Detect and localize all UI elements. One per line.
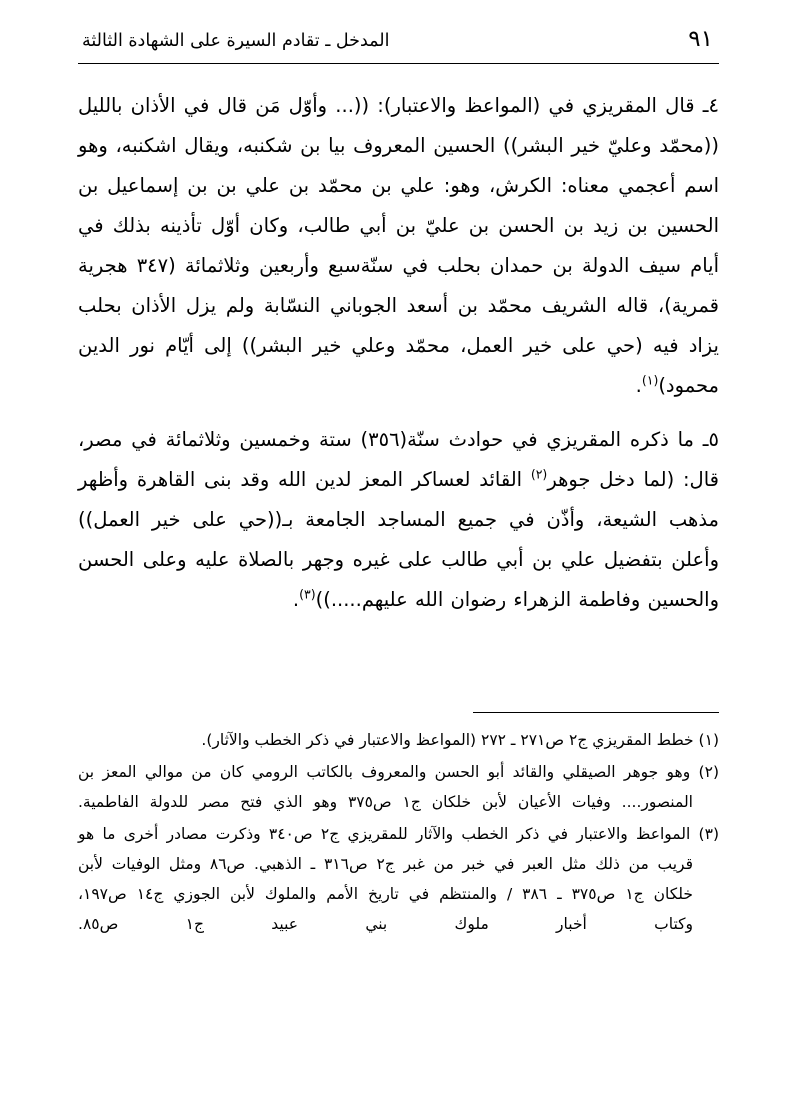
footnote-3-line-4: وكتاب أخبار ملوك بني عبيد ج١ ص٨٥. [78,915,693,933]
page-number: ٩١ [688,26,713,52]
footnote-3-line-3: خلكان ج١ ص٣٧٥ ـ ٣٨٦ / والمنتظم في تاريخ الأمم والملوك لأبن الجوزي ج١٤ ص١٩٧، [78,885,693,903]
footnote-1-line-1: (١) خطط المقريزي ج٢ ص٢٧١ ـ ٢٧٢ (المواعظ والاعتبار في ذكر الخطب والآثار). [201,731,719,749]
footnote-divider [473,712,719,713]
footnotes-section [78,725,719,939]
header-divider [78,63,719,64]
footnote-2-line-2: المنصور.... وفيات الأعيان لأبن خلكان ج١ ص٣٧٥ وهو الذي فتح مصر للدولة الفاطمية. [78,793,693,811]
footnote-2-line-1: (٢) وهو جوهر الصيقلي والقائد أبو الحسن والمعروف بالكاتب الرومي كان من موالي المعز بن [78,763,719,781]
paragraph-4 [78,86,719,406]
footnote-3-line-2: قريب من ذلك مثل العبر في خبر من غبر ج٢ ص٣١٦ ـ الذهبي. ص٨٦ ومثل الوفيات لأبن [78,855,694,873]
paragraph-5-text-part1: ٥ـ ما ذكره المقريزي في حوادث سنّة(٣٥٦) ستة وخمسين وثلاثمائة في مصر، قال: (لما دخل جوهر [78,428,719,491]
paragraph-4-tail: . [635,374,642,397]
footnote-item-1 [78,725,719,755]
paragraph-5 [78,420,719,620]
footnote-3-line-1: (٣) المواعظ والاعتبار في ذكر الخطب والآثار للمقريزي ج٢ ص٣٤٠ وذكرت مصادر أخرى ما هو [78,825,719,843]
paragraph-5-tail: . [292,588,300,611]
page-header [78,26,719,52]
paragraph-4-text: ٤ـ قال المقريزي في (المواعظ والاعتبار): ((... وأوّل مَن قال في الأذان بالليل ((محمّد وعليّ خير البشر)) الحسين المعروف بيا بن شكنبه، ويقال اشكنبه، وهو اسم أعجمي معناه: الكرش، وهو: علي بن محمّد بن علي بن بن إسماعيل بن الحسين بن زيد بن الحسن بن عليّ بن أبي طالب، وكان أوّل تأذينه بذلك في أيام سيف الدولة بن حمدان بحلب في سنّةسبع وأربعين وثلاثمائة (٣٤٧ هجرية قمرية)، قاله الشريف محمّد بن أسعد الجوباني النسّابة ولم يزل الأذان بحلب يزاد فيه (حي على خير العمل، محمّد وعلي خير البشر)) إلى أيّام نور الدين محمود) [78,94,719,397]
footnote-marker-1: (١) [641,372,659,388]
footnote-item-3 [78,819,719,939]
paragraph-5-text-part2: القائد لعساكر المعز لدين الله وقد بنى القاهرة وأظهر مذهب الشيعة، وأذّن في جميع المساجد الجامعة بـ((حي على خير العمل)) وأعلن بتفضيل علي بن أبي طالب على غيره وجهر بالصلاة عليه وعلى الحسن والحسين وفاطمة الزهراء رضوان الله عليهم.....)) [78,468,719,611]
footnote-marker-2: (٢) [530,466,548,482]
page-body [78,86,719,620]
running-head-title: المدخل ـ تقادم السيرة على الشهادة الثالثة [82,31,390,51]
footnote-marker-3: (٣) [299,586,316,602]
footnote-item-2 [78,757,719,817]
